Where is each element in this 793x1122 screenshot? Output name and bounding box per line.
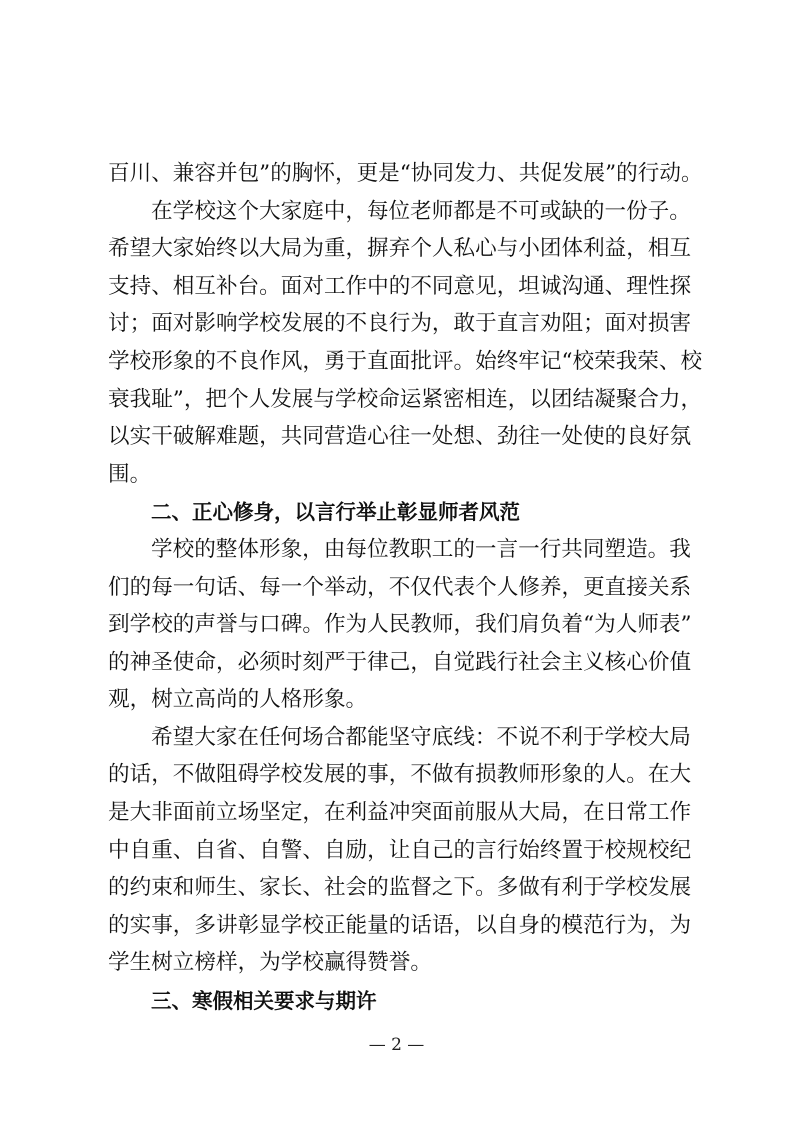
- paragraph-line: 的神圣使命，必须时刻严于律己，自觉践行社会主义核心价值: [108, 650, 692, 675]
- paragraph-line: 衰我耻”，把个人发展与学校命运紧密相连，以团结凝聚合力，: [108, 387, 703, 412]
- paragraph-line: 的话，不做阻碍学校发展的事，不做有损教师形象的人。在大: [108, 762, 692, 787]
- paragraph-line: 们的每一句话、每一个举动，不仅代表个人修养，更直接关系: [108, 575, 692, 600]
- paragraph-line: 的实事，多讲彰显学校正能量的话语，以自身的模范行为，为: [108, 913, 692, 938]
- paragraph-line: 在学校这个大家庭中，每位老师都是不可或缺的一份子。: [151, 199, 691, 224]
- paragraph-line: 希望大家始终以大局为重，摒弃个人私心与小团体利益，相互: [108, 236, 692, 261]
- section-heading: 三、寒假相关要求与期许: [151, 989, 377, 1013]
- paragraph-line: 到学校的声誉与口碑。作为人民教师，我们肩负着“为人师表”: [108, 612, 692, 637]
- paragraph-line: 讨；面对影响学校发展的不良行为，敢于直言劝阻；面对损害: [108, 311, 692, 336]
- paragraph-line: 观，树立高尚的人格形象。: [108, 687, 368, 712]
- paragraph-line: 围。: [108, 462, 152, 487]
- paragraph-line: 学校形象的不良作风，勇于直面批评。始终牢记“校荣我荣、校: [108, 349, 703, 374]
- page-number: — 2 —: [368, 1035, 425, 1055]
- paragraph-line: 学校的整体形象，由每位教职工的一言一行共同塑造。我: [151, 537, 691, 562]
- paragraph-line: 是大非面前立场坚定，在利益冲突面前服从大局，在日常工作: [108, 800, 692, 825]
- paragraph-line: 百川、兼容并包”的胸怀，更是“协同发力、共促发展”的行动。: [108, 161, 703, 186]
- paragraph-line: 中自重、自省、自警、自励，让自己的言行始终置于校规校纪: [108, 838, 692, 863]
- paragraph-line: 以实干破解难题，共同营造心往一处想、劲往一处使的良好氛: [108, 424, 692, 449]
- paragraph-line: 支持、相互补台。面对工作中的不同意见，坦诚沟通、理性探: [108, 274, 692, 299]
- paragraph-line: 学生树立榜样，为学校赢得赞誉。: [108, 950, 432, 975]
- paragraph-line: 希望大家在任何场合都能坚守底线：不说不利于学校大局: [151, 725, 691, 750]
- section-heading: 二、正心修身，以言行举止彰显师者风范: [151, 500, 520, 524]
- paragraph-line: 的约束和师生、家长、社会的监督之下。多做有利于学校发展: [108, 875, 692, 900]
